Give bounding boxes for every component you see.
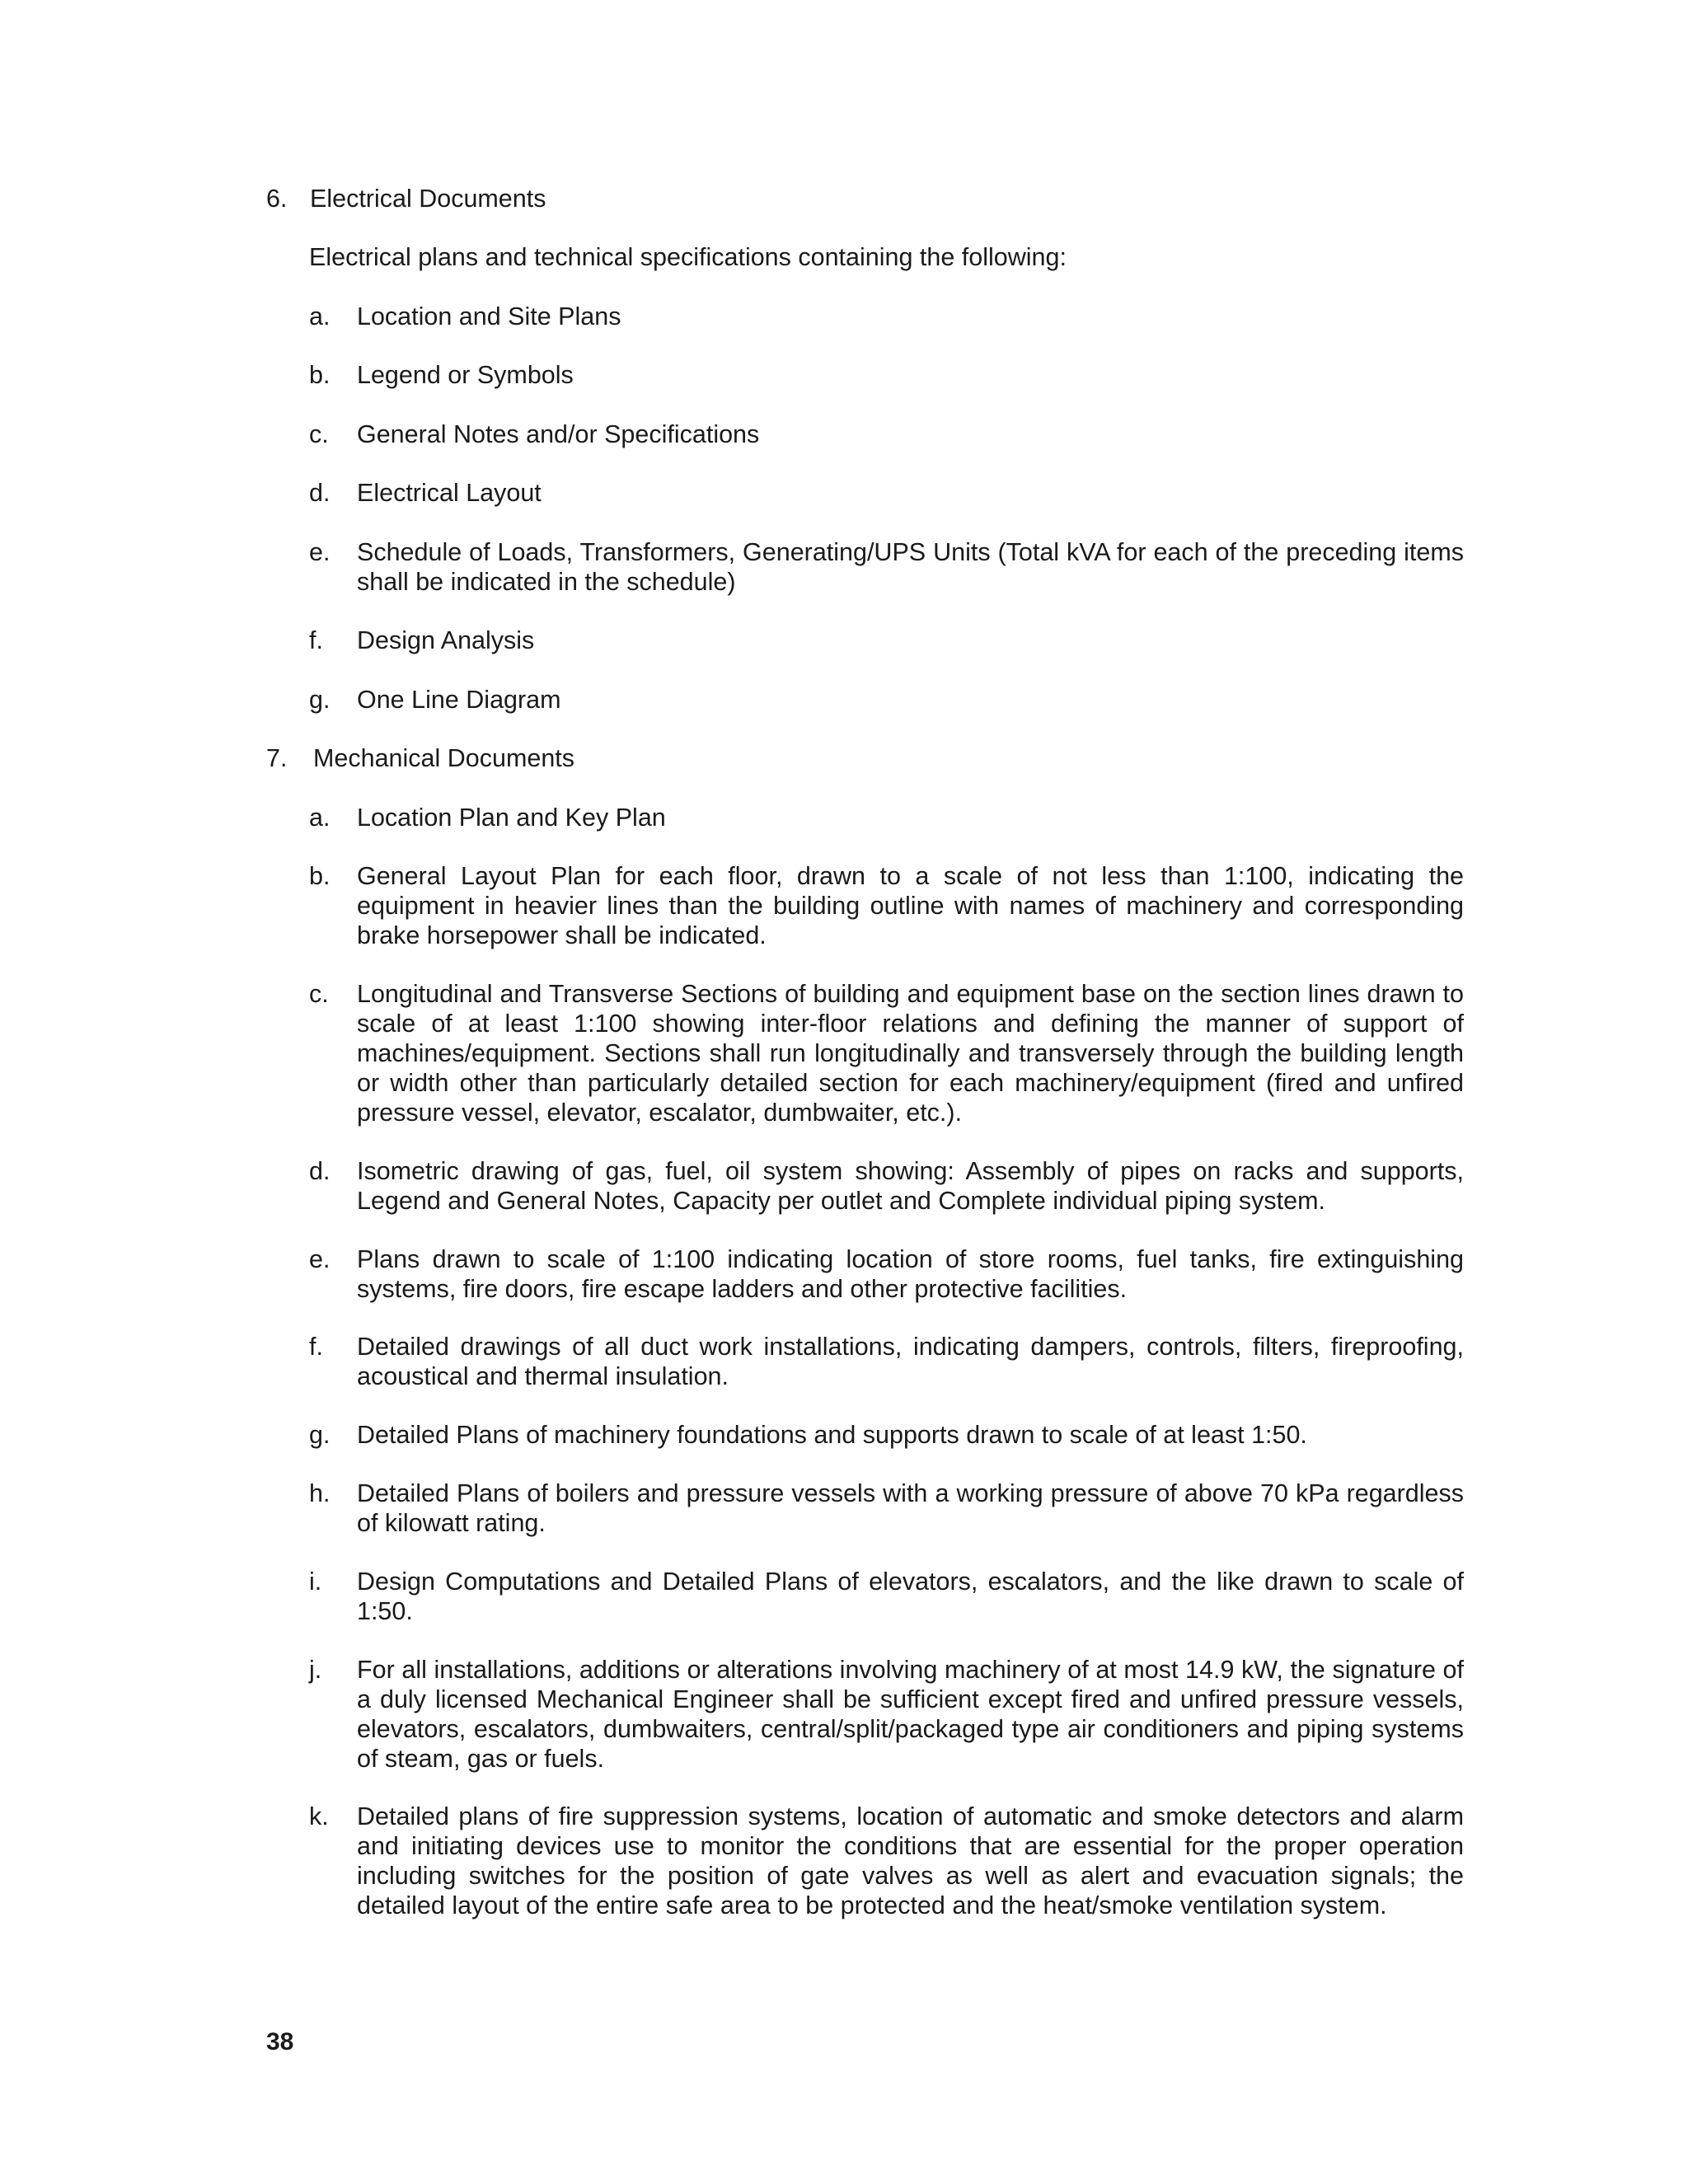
item-letter: h. [309, 1479, 331, 1507]
item-text: Detailed plans of fire suppression systems, location of automatic and smoke detectors and alarm and initiating devices use to monitor the conditions that are essential for the proper operation including switches for the position of gate valves as well as alert and evacuation signals; the detailed layout of the entire safe area to be protected and the heat/smoke ventilation system. [357, 1802, 1464, 1919]
section-7-heading [266, 743, 1465, 773]
item-letter: d. [309, 1157, 331, 1185]
item-text: General Notes and/or Specifications [357, 420, 760, 448]
item-text: Design Computations and Detailed Plans of elevators, escalators, and the like drawn to scale of 1:50. [357, 1568, 1464, 1625]
item-text: Design Analysis [357, 626, 535, 654]
section-number: 6. [266, 185, 288, 213]
item-letter: d. [309, 479, 331, 507]
item-letter: a. [309, 302, 331, 330]
section-title: Mechanical Documents [313, 744, 575, 772]
item-letter: b. [309, 862, 331, 890]
item-text: One Line Diagram [357, 686, 561, 714]
item-text: Location Plan and Key Plan [357, 804, 666, 832]
item-letter: e. [309, 538, 331, 566]
item-text: Legend or Symbols [357, 361, 574, 389]
item-text: Plans drawn to scale of 1:100 indicating location of store rooms, fuel tanks, fire extinguishing systems, fire doors, fire escape ladders and other protective facilities. [357, 1245, 1464, 1303]
item-text: Schedule of Loads, Transformers, Generating/UPS Units (Total kVA for each of the preceding items shall be indicated in the schedule) [357, 538, 1464, 596]
item-text: Electrical Layout [357, 479, 542, 507]
item-text: Longitudinal and Transverse Sections of building and equipment base on the section lines drawn to scale of at least 1:100 showing inter-floor relations and defining the manner of support of machines/equipment. Sections shall run longitudinally and transversely through the building length or width other than particularly detailed section for each machinery/equipment (fired and unfired pressure vessel, elevator, escalator, dumbwaiter, etc.). [357, 980, 1464, 1127]
item-letter: g. [309, 686, 331, 714]
item-text: Location and Site Plans [357, 302, 621, 330]
item-letter: c. [309, 980, 329, 1008]
page-number: 38 [266, 2028, 294, 2055]
section-6-intro: Electrical plans and technical specifications containing the following: [309, 243, 1067, 271]
item-letter: b. [309, 361, 331, 389]
item-letter: g. [309, 1421, 331, 1449]
item-text: Detailed Plans of machinery foundations and supports drawn to scale of at least 1:50. [357, 1421, 1307, 1449]
item-text: Isometric drawing of gas, fuel, oil system showing: Assembly of pipes on racks and supports, Legend and General Notes, Capacity per outlet and Complete individual piping system. [357, 1157, 1464, 1215]
item-letter: f. [309, 1333, 323, 1361]
section-6-heading [266, 184, 1465, 213]
section-title: Electrical Documents [310, 185, 546, 213]
item-letter: f. [309, 626, 323, 654]
item-letter: k. [309, 1802, 329, 1830]
item-letter: c. [309, 420, 329, 448]
item-text: Detailed Plans of boilers and pressure vessels with a working pressure of above 70 kPa regardless of kilowatt rating. [357, 1479, 1464, 1537]
item-letter: j. [309, 1656, 322, 1684]
item-text: General Layout Plan for each floor, drawn to a scale of not less than 1:100, indicating the equipment in heavier lines than the building outline with names of machinery and corresponding brake horsepower shall be indicated. [357, 862, 1464, 949]
item-letter: a. [309, 804, 331, 832]
item-letter: i. [309, 1568, 322, 1596]
item-text: For all installations, additions or alterations involving machinery of at most 14.9 kW, the signature of a duly licensed Mechanical Engineer shall be sufficient except fired and unfired pressure vessels, elevators, escalators, dumbwaiters, central/split/packaged type air conditioners and piping systems of steam, gas or fuels. [357, 1656, 1464, 1773]
section-number: 7. [266, 744, 288, 772]
item-text: Detailed drawings of all duct work installations, indicating dampers, controls, filters, fireproofing, acoustical and thermal insulation. [357, 1333, 1464, 1390]
item-letter: e. [309, 1245, 331, 1273]
